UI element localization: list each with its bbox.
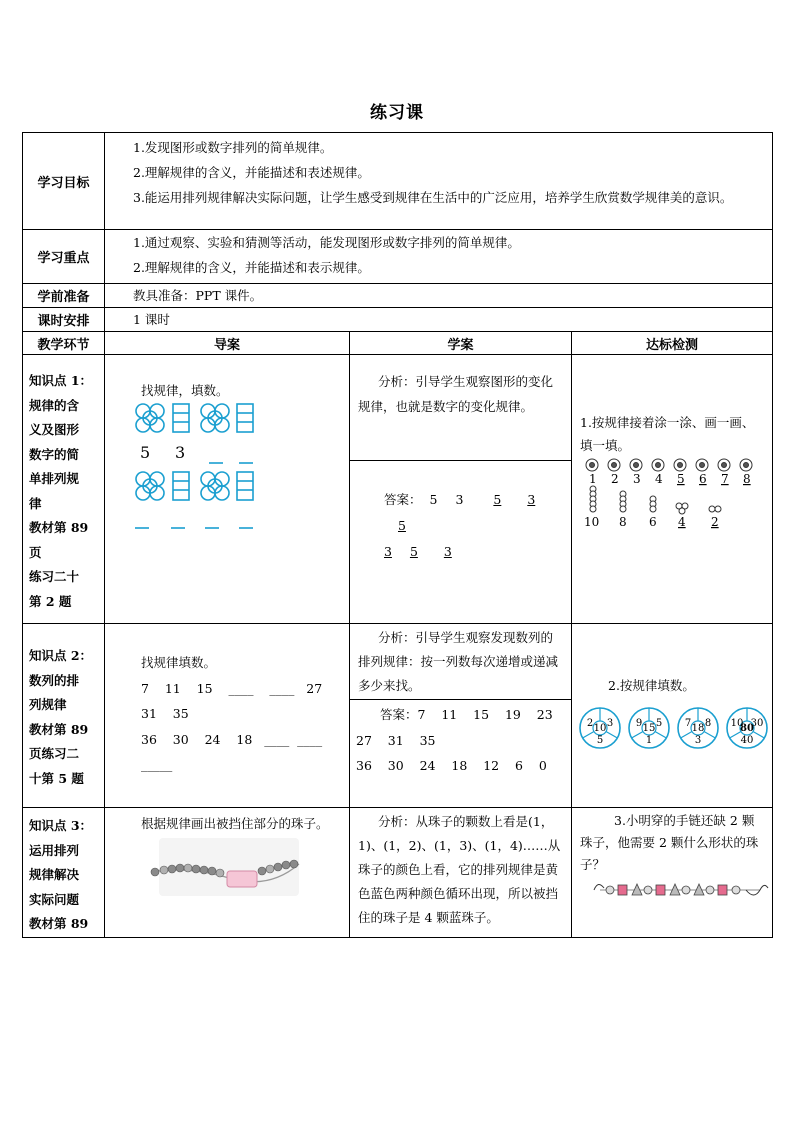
k2-answer-text <box>350 700 571 779</box>
k2-label-line: 页练习二 <box>29 746 80 761</box>
number-circle <box>727 708 767 748</box>
pattern-number: 3 <box>175 443 186 462</box>
k2-guide-text: 找规律填数。 <box>141 655 217 670</box>
k3-guide-text: 根据规律画出被挡住部分的珠子。 <box>141 816 329 831</box>
bead-stack <box>676 503 688 514</box>
goals-label: 学习目标 <box>23 133 105 230</box>
flower-shape <box>136 404 164 432</box>
answer-value: 3 <box>443 544 452 559</box>
k2-guide <box>105 624 350 808</box>
number-circle <box>678 708 718 748</box>
cover-block <box>227 871 257 887</box>
circle-number: 3 <box>606 718 614 729</box>
check-number: 8 <box>619 515 627 529</box>
check-number: 6 <box>649 515 657 529</box>
circle-number: 8 <box>704 718 712 729</box>
goal-item: 1.发现图形或数字排列的简单规律。 <box>133 140 333 155</box>
flower-icon <box>696 459 708 471</box>
schedule-row <box>23 308 773 332</box>
header-cell: 达标检测 <box>572 332 773 355</box>
check-number: 6 <box>699 472 707 486</box>
answer-value: 3 <box>527 492 536 507</box>
circle-number: 30 <box>750 718 764 729</box>
k1-label-line: 律 <box>29 495 42 511</box>
number-circles <box>576 700 772 756</box>
page-title: 练习课 <box>370 103 424 123</box>
flower-icon <box>630 459 642 471</box>
k1-label-line: 数字的简 <box>29 446 80 462</box>
goals-row <box>23 133 773 230</box>
k1-label-line: 知识点 1： <box>29 373 93 388</box>
flower-icon <box>740 459 752 471</box>
circle-center-number: 10 <box>593 723 607 734</box>
k3-label-line: 教材第 89 <box>29 916 89 931</box>
check-number: 3 <box>633 472 641 486</box>
answer-value: 5 <box>493 492 502 507</box>
grid-shape <box>173 472 189 500</box>
check-number: 4 <box>655 472 663 486</box>
grid-shape <box>237 404 253 432</box>
k1-label-line: 页 <box>29 544 42 560</box>
pattern-number: 5 <box>140 443 151 462</box>
k3-label <box>23 808 105 938</box>
circle-center-number: 80 <box>740 723 754 734</box>
k3-check-text: 3.小明穿的手链还缺 2 颗珠子，他需要 2 颗什么形状的珠子？ <box>580 813 759 872</box>
answer-label: 答案： <box>384 492 422 507</box>
check-number: 2 <box>611 472 619 486</box>
lesson-table <box>22 132 773 938</box>
header-cell: 教学环节 <box>23 332 105 355</box>
flower-shape <box>136 472 164 500</box>
circle-number: 3 <box>694 735 702 746</box>
bead-stack <box>650 496 656 512</box>
answer-line: 27 31 35 <box>356 732 436 748</box>
grid-shape <box>237 472 253 500</box>
goal-item: 3.能运用排列规律解决实际问题，让学生感受到规律在生活中的广泛应用，培养学生欣赏数学规律美的意识。 <box>133 190 733 205</box>
k2-analysis <box>350 624 572 700</box>
check-number: 2 <box>711 515 719 529</box>
k2-row-a <box>23 624 773 700</box>
check-number: 5 <box>677 472 685 486</box>
k2-label-line: 十第 5 题 <box>29 770 84 786</box>
flower-icon <box>652 459 664 471</box>
goals-content <box>105 133 773 230</box>
k3-label-line: 知识点 3： <box>29 818 93 833</box>
bead-stack <box>709 506 721 512</box>
k1-row-a <box>23 355 773 461</box>
number-circle <box>580 708 620 748</box>
k2-answer <box>350 700 572 808</box>
prep-label: 学前准备 <box>23 284 105 308</box>
flower-icon <box>608 459 620 471</box>
flower-shape <box>201 404 229 432</box>
schedule-content <box>105 308 773 332</box>
k3-analysis-text: 分析：从珠子的颗数上看是(1，1)、(1，2)、(1，3)、(1，4)……从珠子的颜色上看，它的排列规律是黄色蓝色两种颜色循环出现，所以被挡住的珠子是 4 颗蓝珠子。 <box>358 814 561 925</box>
flower-shape <box>201 472 229 500</box>
circle-number: 5 <box>596 735 604 746</box>
circle-number: 2 <box>586 718 594 729</box>
k1-check-text: 1.按规律接着涂一涂、画一画、填一填。 <box>580 415 755 453</box>
bead-count-figure <box>578 457 768 537</box>
k3-label-line: 规律解决 <box>29 867 80 882</box>
k1-label-line: 单排列规 <box>29 471 80 486</box>
schedule-text: 1 课时 <box>133 311 170 327</box>
k3-row <box>23 808 773 938</box>
answer-value: 5 <box>409 544 418 559</box>
k2-label <box>23 624 105 808</box>
goal-item: 2.理解规律的含义，并能描述和表述规律。 <box>133 165 370 180</box>
focus-item: 2.理解规律的含义，并能描述和表示规律。 <box>133 260 370 275</box>
sequence-line: 31 35 <box>141 706 189 721</box>
k1-guide <box>105 355 350 624</box>
circle-number: 1 <box>645 735 653 746</box>
circle-number: 10 <box>730 718 744 729</box>
focus-row <box>23 230 773 284</box>
grid-shape <box>173 404 189 432</box>
prep-content <box>105 284 773 308</box>
k1-analysis <box>350 355 572 461</box>
k1-analysis-text: 分析：引导学生观察图形的变化规律，也就是数字的变化规律。 <box>358 374 554 414</box>
k3-label-line: 运用排列 <box>29 842 80 858</box>
circle-center-number: 15 <box>642 723 656 734</box>
circle-number: 7 <box>684 718 692 729</box>
answer-line: 36 30 24 18 12 6 0 <box>356 758 547 773</box>
answer-value: 3 <box>455 492 464 507</box>
check-number: 10 <box>584 515 600 529</box>
flower-icon <box>586 459 598 471</box>
check-number: 7 <box>721 472 729 486</box>
pattern-figure <box>135 403 295 543</box>
k1-label-line: 规律的含 <box>29 397 80 413</box>
bracelet-figure <box>590 878 770 902</box>
sequence-line: _____ <box>141 757 173 772</box>
header-cell: 导案 <box>105 332 350 355</box>
k1-label-line: 教材第 89 <box>29 520 89 535</box>
bead-stack <box>590 486 596 512</box>
answer-value: 3 <box>384 544 392 559</box>
prep-row <box>23 284 773 308</box>
k2-label-line: 列规律 <box>29 697 67 712</box>
k1-answer <box>350 461 572 624</box>
focus-content <box>105 230 773 284</box>
flower-icon <box>674 459 686 471</box>
schedule-label: 课时安排 <box>23 308 105 332</box>
answer-value: 5 <box>429 492 438 507</box>
circle-number: 9 <box>635 718 643 729</box>
k2-analysis-text: 分析：引导学生观察发现数列的排列规律：按一列数每次递增或递减多少来找。 <box>358 630 559 693</box>
sequence-line: 7 11 15 ____ ____ 27 <box>141 680 323 696</box>
header-cell: 学案 <box>350 332 572 355</box>
k1-check <box>572 355 773 624</box>
k1-label-line: 练习二十 <box>29 569 80 584</box>
sequence-line: 36 30 24 18 ____ ____ <box>141 731 323 747</box>
k1-guide-text: 找规律，填数。 <box>141 383 229 398</box>
answer-line: 答案：7 11 15 19 23 <box>380 707 553 722</box>
circle-number: 5 <box>655 718 663 729</box>
number-circle <box>629 708 669 748</box>
k2-label-line: 知识点 2： <box>29 648 93 663</box>
bead-chain-figure <box>149 838 309 898</box>
header-row <box>23 332 773 355</box>
bead-stack <box>620 491 626 512</box>
circle-number: 40 <box>740 735 754 746</box>
k3-guide <box>105 808 350 938</box>
k3-check <box>572 808 773 938</box>
prep-text: 教具准备：PPT 课件。 <box>133 287 263 303</box>
k1-label-line: 义及图形 <box>29 422 80 437</box>
k2-check-text: 2.按规律填数。 <box>608 678 695 693</box>
circle-center-number: 18 <box>691 723 705 734</box>
k1-label-line: 第 2 题 <box>29 593 72 609</box>
k3-analysis <box>350 808 572 938</box>
focus-item: 1.通过观察、实验和猜测等活动，能发现图形或数字排列的简单规律。 <box>133 235 520 250</box>
k2-label-line: 数列的排 <box>29 672 80 688</box>
k2-check <box>572 624 773 808</box>
check-number: 1 <box>589 472 597 486</box>
flower-icon <box>718 459 730 471</box>
check-number: 8 <box>743 472 751 486</box>
focus-label: 学习重点 <box>23 230 105 284</box>
k2-label-line: 教材第 89 <box>29 721 89 737</box>
check-number: 4 <box>678 515 686 529</box>
k1-label <box>23 355 105 624</box>
k3-label-line: 实际问题 <box>29 891 80 907</box>
k1-answer-text <box>350 461 571 565</box>
answer-value: 5 <box>398 518 406 533</box>
